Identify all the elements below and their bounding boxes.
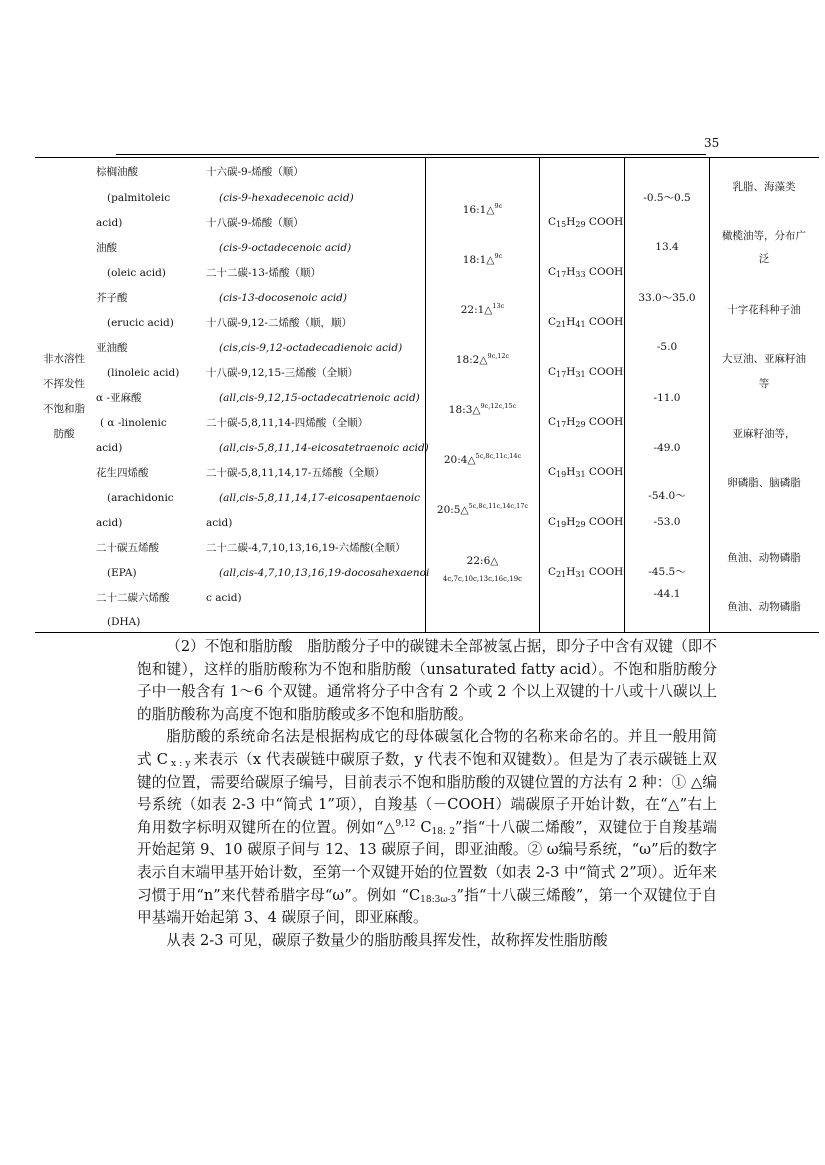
- category-label: 非水溶性: [43, 353, 85, 365]
- common-name: 棕榈油酸: [96, 166, 138, 178]
- column-divider: [539, 158, 540, 632]
- systematic-name: (cis,cis-9,12-octadecadienoic acid): [219, 342, 403, 354]
- molecular-formula: $C_{17}H_{31}$ COOH: [548, 366, 624, 379]
- systematic-name: (all,cis-5,8,11,14-eicosatetraenoic acid): [219, 442, 429, 454]
- melting-point: -0.5～0.5: [643, 192, 691, 204]
- common-name: 亚油酸: [96, 342, 128, 354]
- common-name: acid): [96, 217, 123, 229]
- common-name: (palmitoleic: [107, 192, 171, 204]
- systematic-name: 二十二碳-13-烯酸（顺）: [206, 267, 321, 279]
- systematic-name: (cis-9-hexadecenoic acid): [219, 192, 354, 204]
- shorthand: 22:1△$^{13c}$: [460, 302, 505, 316]
- melting-point: -11.0: [653, 392, 681, 404]
- molecular-formula: $C_{21}H_{31}$ COOH: [548, 566, 624, 579]
- source: 鱼油、动物磷脂: [727, 552, 801, 564]
- common-name: 油酸: [96, 242, 117, 254]
- systematic-name: (all,cis-4,7,10,13,16,19-docosahexaenoi: [219, 567, 430, 579]
- shorthand: 18:2△$^{9c,12c}$: [455, 352, 510, 366]
- shorthand: 20:5△$^{5c,8c,11c,14c,17c}$: [436, 502, 529, 516]
- systematic-name: 十八碳-9-烯酸（顺）: [206, 217, 304, 229]
- source: 等: [758, 378, 770, 390]
- molecular-formula: $C_{19}H_{29}$ COOH: [548, 516, 624, 529]
- page-number: 35: [704, 136, 720, 150]
- common-name: α -亚麻酸: [96, 392, 142, 404]
- category-label: 不饱和脂: [43, 403, 85, 415]
- melting-point: -44.1: [653, 588, 681, 600]
- systematic-name: acid): [206, 517, 233, 529]
- common-name: 芥子酸: [96, 292, 128, 304]
- melting-point: -53.0: [653, 516, 681, 528]
- common-name: 二十碳五烯酸: [96, 542, 159, 554]
- systematic-name: (all,cis-9,12,15-octadecatrienoic acid): [219, 392, 420, 404]
- paragraph-unsaturated: （2）不饱和脂肪酸 脂肪酸分子中的碳键未全部被氢占据，即分子中含有双键（即不饱和键），这样的脂肪酸称为不饱和脂肪酸（unsaturated fatty acid）。不饱和脂肪酸分子中一般含有 1～6 个双键。通常将分子中含有 2 个或 2 个以上双键的十八或十八碳以上的脂肪酸称为高度不饱和脂肪酸或多不饱和脂肪酸。: [137, 638, 717, 723]
- molecular-formula: $C_{21}H_{41}$ COOH: [548, 316, 624, 329]
- melting-point: -54.0～: [648, 490, 686, 502]
- shorthand: 22:6△: [466, 555, 499, 567]
- source: 亚麻籽油等，: [732, 428, 796, 440]
- body-text: [137, 636, 717, 952]
- common-name: ( α -linolenic: [100, 417, 167, 429]
- paragraph-volatile: 从表 2-3 可见，碳原子数量少的脂肪酸具挥发性，故称挥发性脂肪酸: [166, 931, 608, 949]
- source: 卵磷脂、脑磷脂: [727, 477, 801, 489]
- source: 泛: [758, 253, 770, 265]
- molecular-formula: $C_{19}H_{31}$ COOH: [548, 466, 624, 479]
- common-name: (arachidonic: [107, 492, 174, 504]
- common-name: (oleic acid): [107, 267, 166, 279]
- melting-point: 33.0～35.0: [638, 292, 696, 304]
- melting-point: -45.5～: [648, 566, 686, 578]
- shorthand: 18:3△$^{9c,12c,15c}$: [448, 402, 517, 416]
- common-name: acid): [96, 517, 123, 529]
- common-name: acid): [96, 442, 123, 454]
- paragraph-nomenclature: 脂肪酸的系统命名法是根据构成它的母体碳氢化合物的名称来命名的。并且一般用简式 C $_{x : y}$ 来表示（x 代表碳链中碳原子数，y 代表不饱和双键数）。但是为了表示碳链上双键的位置，需要给碳原子编号，目前表示不饱和脂肪酸的双键位置的方法有 2 种：① △编号系统（如表 2-3 中“简式 1”项），自羧基（－COOH）端碳原子开始计数，在“△”右上角用数字标明双键所在的位置。例如“△$^{9,12}$ $C_{18: 2}$”指“十八碳二烯酸”，双键位于自羧基端开始起第 9、10 碳原子间与 12、13 碳原子间，即亚油酸。② ω编号系统，“ω”后的数字表示自末端甲基开始计数，至第一个双键开始的位置数（如表 2-3 中“简式 2”项）。近年来习惯于用“n”来代替希腊字母“ω”。例如 “$C_{18:3\omega-3}$”指“十八碳三烯酸”，第一个双键位于自甲基端开始起第 3、4 碳原子间，即亚麻酸。: [137, 728, 718, 927]
- molecular-formula: $C_{17}H_{29}$ COOH: [548, 416, 624, 429]
- molecular-formula: $C_{17}H_{33}$ COOH: [548, 266, 624, 279]
- category-label: 肪酸: [53, 428, 75, 440]
- source: 十字花科种子油: [727, 304, 801, 316]
- category-label: 不挥发性: [43, 378, 85, 390]
- systematic-name: 十六碳-9-烯酸（顺）: [206, 166, 304, 178]
- molecular-formula: $C_{15}H_{29}$ COOH: [548, 216, 624, 229]
- melting-point: -49.0: [653, 442, 681, 454]
- source: 橄榄油等，分布广: [722, 230, 806, 242]
- shorthand: 16:1△$^{9c}$: [462, 202, 503, 216]
- systematic-name: 十八碳-9,12-二烯酸（顺，顺）: [206, 317, 352, 329]
- melting-point: -5.0: [656, 341, 678, 353]
- systematic-name: c acid): [206, 592, 242, 604]
- shorthand: 20:4△$^{5c,8c,11c,14c}$: [443, 452, 522, 466]
- table-bottom-rule: [35, 632, 819, 633]
- systematic-name: 二十碳-5,8,11,14-四烯酸（全顺）: [206, 417, 369, 429]
- systematic-name: 二十二碳-4,7,10,13,16,19-六烯酸(全顺）: [206, 542, 406, 554]
- header-rule: [116, 154, 706, 155]
- common-name: (EPA): [107, 567, 137, 579]
- shorthand-superscript: 4c,7c,10c,13c,16c,19c: [442, 575, 523, 583]
- source: 大豆油、亚麻籽油: [722, 353, 806, 365]
- systematic-name: (all,cis-5,8,11,14,17-eicosapentaenoic: [219, 492, 421, 504]
- source: 鱼油、动物磷脂: [727, 601, 801, 613]
- systematic-name: (cis-13-docosenoic acid): [219, 292, 348, 304]
- systematic-name: 二十碳-5,8,11,14,17-五烯酸（全顺）: [206, 467, 385, 479]
- table-top-rule: [35, 157, 819, 158]
- common-name: (DHA): [107, 616, 141, 628]
- systematic-name: (cis-9-octadecenoic acid): [219, 242, 352, 254]
- shorthand: 18:1△$^{9c}$: [462, 252, 503, 266]
- common-name: (linoleic acid): [107, 367, 180, 379]
- melting-point: 13.4: [655, 241, 679, 253]
- common-name: 花生四烯酸: [96, 467, 149, 479]
- common-name: 二十二碳六烯酸: [96, 592, 170, 604]
- common-name: (erucic acid): [107, 317, 174, 329]
- systematic-name: 十八碳-9,12,15-三烯酸（全顺）: [206, 367, 359, 379]
- source: 乳脂、海藻类: [732, 181, 796, 193]
